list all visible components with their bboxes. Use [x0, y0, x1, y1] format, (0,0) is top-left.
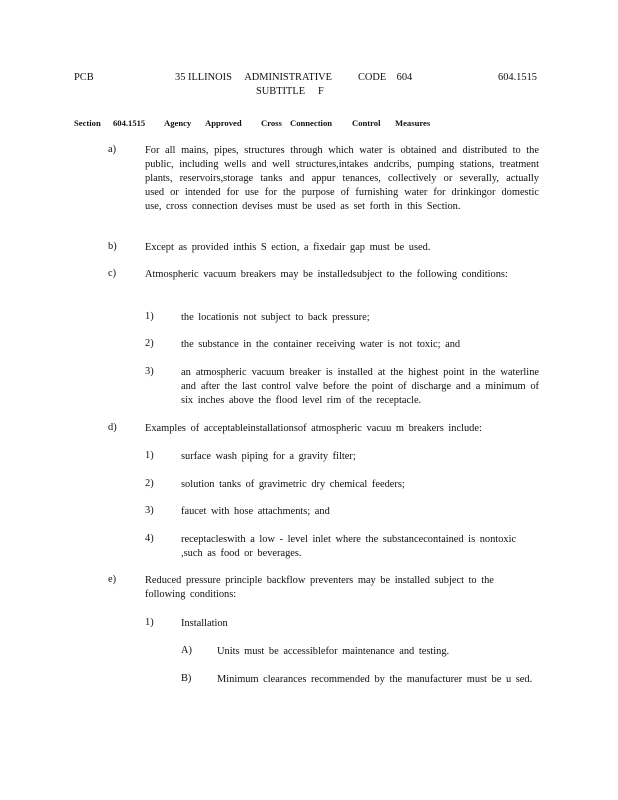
- list-item-label: 1): [145, 617, 154, 628]
- list-item-label: 1): [145, 311, 154, 322]
- sublist-item-text: Units must be accessiblefor maintenance and testing.: [217, 646, 450, 657]
- paragraph-label: d): [108, 422, 117, 433]
- section-title-word: Approved: [205, 118, 242, 128]
- sublist-item-label: B): [181, 673, 192, 684]
- list-item-text: faucet with hose attachments; and: [181, 506, 330, 517]
- paragraph-b-text: Except as provided inthis S ection, a fixedair gap must be used.: [145, 242, 431, 253]
- paragraph-label: a): [108, 144, 117, 155]
- header-agency: PCB: [74, 72, 94, 83]
- header-section-number: 604.1515: [498, 72, 537, 83]
- section-title-word: Control: [352, 118, 381, 128]
- list-item-label: 4): [145, 533, 154, 544]
- paragraph-label: e): [108, 574, 117, 585]
- paragraph-a-text: For all mains, pipes, structures through which water is obtained and distributed to the public, including wells and well structures,intakes andcribs, pumping stations, treatment plants, reservoirs,storage tanks and appur tenances, collectively or severally, actually used or intended for use for the purpose of furnishing water for drinkingor domestic use, cross connection devises must be used as set forth in this Section.: [145, 145, 539, 212]
- section-title-word: Cross: [261, 118, 282, 128]
- list-item-text: solution tanks of gravimetric dry chemical feeders;: [181, 479, 405, 490]
- section-number: 604.1515: [113, 118, 146, 128]
- section-title-word: Connection: [290, 118, 333, 128]
- list-item-text: an atmospheric vacuum breaker is installed at the highest point in the waterline and after the last control valve before the point of discharge and a minimum of six inches above the flood level rim of the receptacle.: [181, 367, 539, 406]
- section-title-word: Agency: [164, 118, 192, 128]
- sublist-item-text: Minimum clearances recommended by the manufacturer must be u sed.: [217, 674, 533, 685]
- header-subtitle: SUBTITLE F: [256, 86, 324, 97]
- list-item-label: 2): [145, 478, 154, 489]
- list-item-text: receptacleswith a low - level inlet where the substancecontained is nontoxic ,such as food or beverages.: [181, 534, 517, 559]
- header-title: 35 ILLINOIS ADMINISTRATIVE CODE 604: [175, 72, 413, 83]
- paragraph-label: b): [108, 241, 117, 252]
- list-item-label: 3): [145, 505, 154, 516]
- list-item-label: 3): [145, 366, 154, 377]
- list-item-text: the locationis not subject to back pressure;: [181, 312, 370, 323]
- paragraph-c-text: Atmospheric vacuum breakers may be installedsubject to the following conditions:: [145, 269, 508, 280]
- list-item-text: the substance in the container receiving water is not toxic; and: [181, 339, 461, 350]
- list-item-label: 2): [145, 338, 154, 349]
- paragraph-d-text: Examples of acceptableinstallationsof atmospheric vacuu m breakers include:: [145, 423, 482, 434]
- paragraph-e-text: Reduced pressure principle backflow preventers may be installed subject to the following conditions:: [145, 575, 494, 600]
- section-label: Section: [74, 118, 101, 128]
- list-item-text: Installation: [181, 618, 228, 629]
- section-title-word: Measures: [395, 118, 431, 128]
- paragraph-label: c): [108, 268, 117, 279]
- sublist-item-label: A): [181, 645, 192, 656]
- list-item-label: 1): [145, 450, 154, 461]
- list-item-text: surface wash piping for a gravity filter;: [181, 451, 356, 462]
